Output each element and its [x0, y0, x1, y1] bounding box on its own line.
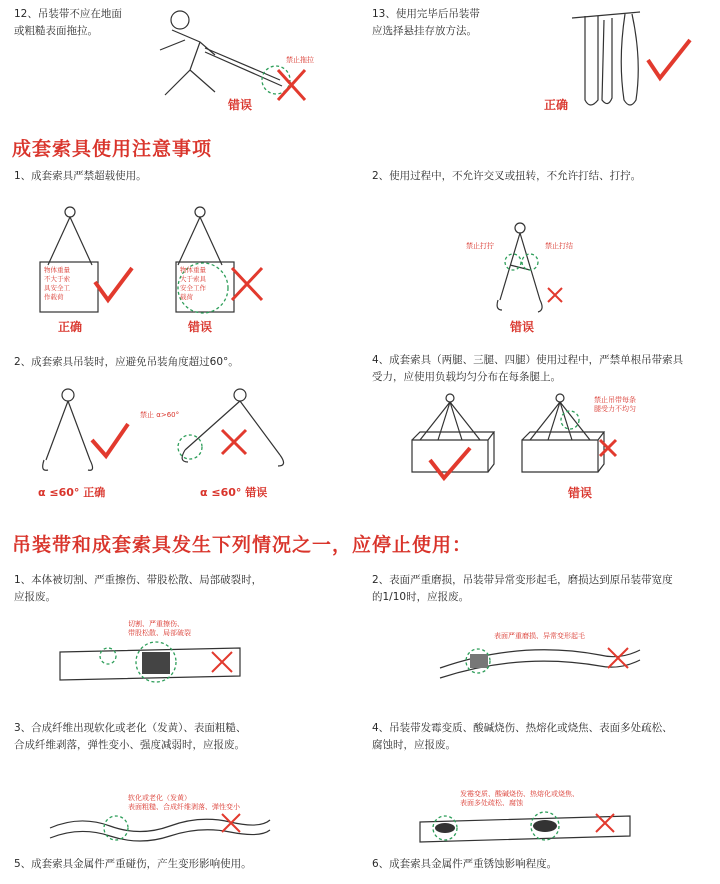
item13-verdict: 正确	[544, 98, 569, 112]
s2-item2-text: 2、表面严重磨损，吊装带异常变形起毛，磨损达到原吊装带宽度 的1/10时，应报废。	[372, 574, 673, 603]
balanced-check-mark	[430, 448, 470, 478]
cut-cross-mark	[212, 652, 232, 672]
twisted-sling-illustration	[497, 223, 542, 312]
s1-item2-note-a: 禁止打拧	[466, 242, 494, 250]
s1-item4-bad: 错误	[568, 486, 593, 500]
unbalanced-legs-illustration	[522, 394, 604, 472]
angle-ok-illustration	[43, 389, 93, 470]
angle-cross-mark	[222, 430, 246, 454]
worn-strap-illustration	[440, 649, 640, 678]
s1-item3-bad: α ≤60° 错误	[200, 486, 268, 499]
angle-wrong-illustration	[178, 389, 284, 466]
angle-check-mark	[92, 424, 128, 456]
overload-cross-mark	[232, 268, 262, 300]
unbalanced-cross-mark	[600, 440, 616, 456]
worn-cross-mark	[608, 648, 628, 668]
overload-check-mark	[95, 268, 132, 300]
twisted-cross-mark	[548, 288, 562, 302]
section1-title: 成套索具使用注意事项	[12, 138, 213, 160]
s2-item4-text: 4、吊装带发霉变质、酸碱烧伤、热熔化或烧焦、表面多处疏松、 腐蚀时，应报废。	[372, 722, 673, 751]
s1-item3-text: 2、成套索具吊装时，应避免吊装角度超过60°。	[14, 356, 239, 368]
s1-item3-note: 禁止 α>60°	[140, 411, 180, 419]
balanced-legs-illustration	[412, 394, 494, 472]
s1-item4-note: 禁止吊带每条 腿受力不均匀	[594, 396, 636, 413]
s1-item1-bad: 错误	[188, 320, 213, 334]
s2-item3-text: 3、合成纤维出现软化或老化（发黄）、表面粗糙、 合成纤维剥落，弹性变小、强度减弱时，应报废。	[14, 722, 247, 751]
drag-cross-mark	[278, 70, 305, 100]
hanging-slings-illustration	[572, 12, 640, 105]
cut-strap-illustration	[60, 642, 240, 682]
section2-title: 吊装带和成套索具发生下列情况之一，应停止使用：	[12, 534, 473, 556]
s1-item1-text: 1、成套索具严禁超载使用。	[14, 170, 147, 182]
s2-item3-note: 软化或老化（发黄） 表面粗糙、合成纤维剥落、弹性变小	[128, 794, 240, 811]
drag-prohibited-note: 禁止拖拉	[286, 56, 314, 64]
s1-item2-text: 2、使用过程中，不允许交叉或扭转，不允许打结、打拧。	[372, 170, 642, 182]
hanging-check-mark	[648, 40, 690, 78]
s2-item2-note: 表面严重磨损、异常变形起毛	[494, 632, 585, 640]
item12-verdict: 错误	[228, 98, 253, 112]
s1-item1-box-text-wrong: 物体重量 大于索具 安全工作 载荷	[180, 266, 206, 301]
s1-item2-bad: 错误	[510, 320, 535, 334]
dragging-person-illustration	[160, 11, 282, 95]
s2-item1-note: 切割、严重擦伤、 带股松散、局部破裂	[128, 620, 191, 637]
s2-item1-text: 1、本体被切割、严重擦伤、带股松散、局部破裂时， 应报废。	[14, 574, 263, 603]
s1-item2-note-b: 禁止打结	[545, 242, 573, 250]
item13-text: 13、使用完毕后吊装带 应选择悬挂存放方法。	[372, 8, 480, 37]
s1-item1-ok: 正确	[58, 320, 83, 334]
s2-item4-note: 发霉变质、酸碱烧伤、热熔化或烧焦、 表面多处疏松、腐蚀	[460, 790, 579, 807]
s1-item1-box-text: 物体重量 不大于索 具安全工 作载荷	[44, 266, 70, 301]
s2-item6-text: 6、成套索具金属件严重锈蚀影响程度。	[372, 858, 558, 870]
s1-item4-text: 4、成套索具（两腿、三腿、四腿）使用过程中，严禁单根吊带索具 受力，应使用负载均匀分布在每条腿上。	[372, 354, 684, 383]
s1-item3-ok: α ≤60° 正确	[38, 486, 106, 499]
item12-text: 12、吊装带不应在地面 或粗糙表面拖拉。	[14, 8, 122, 37]
s2-item5-text: 5、成套索具金属件严重碰伤，产生变形影响使用。	[14, 858, 252, 870]
